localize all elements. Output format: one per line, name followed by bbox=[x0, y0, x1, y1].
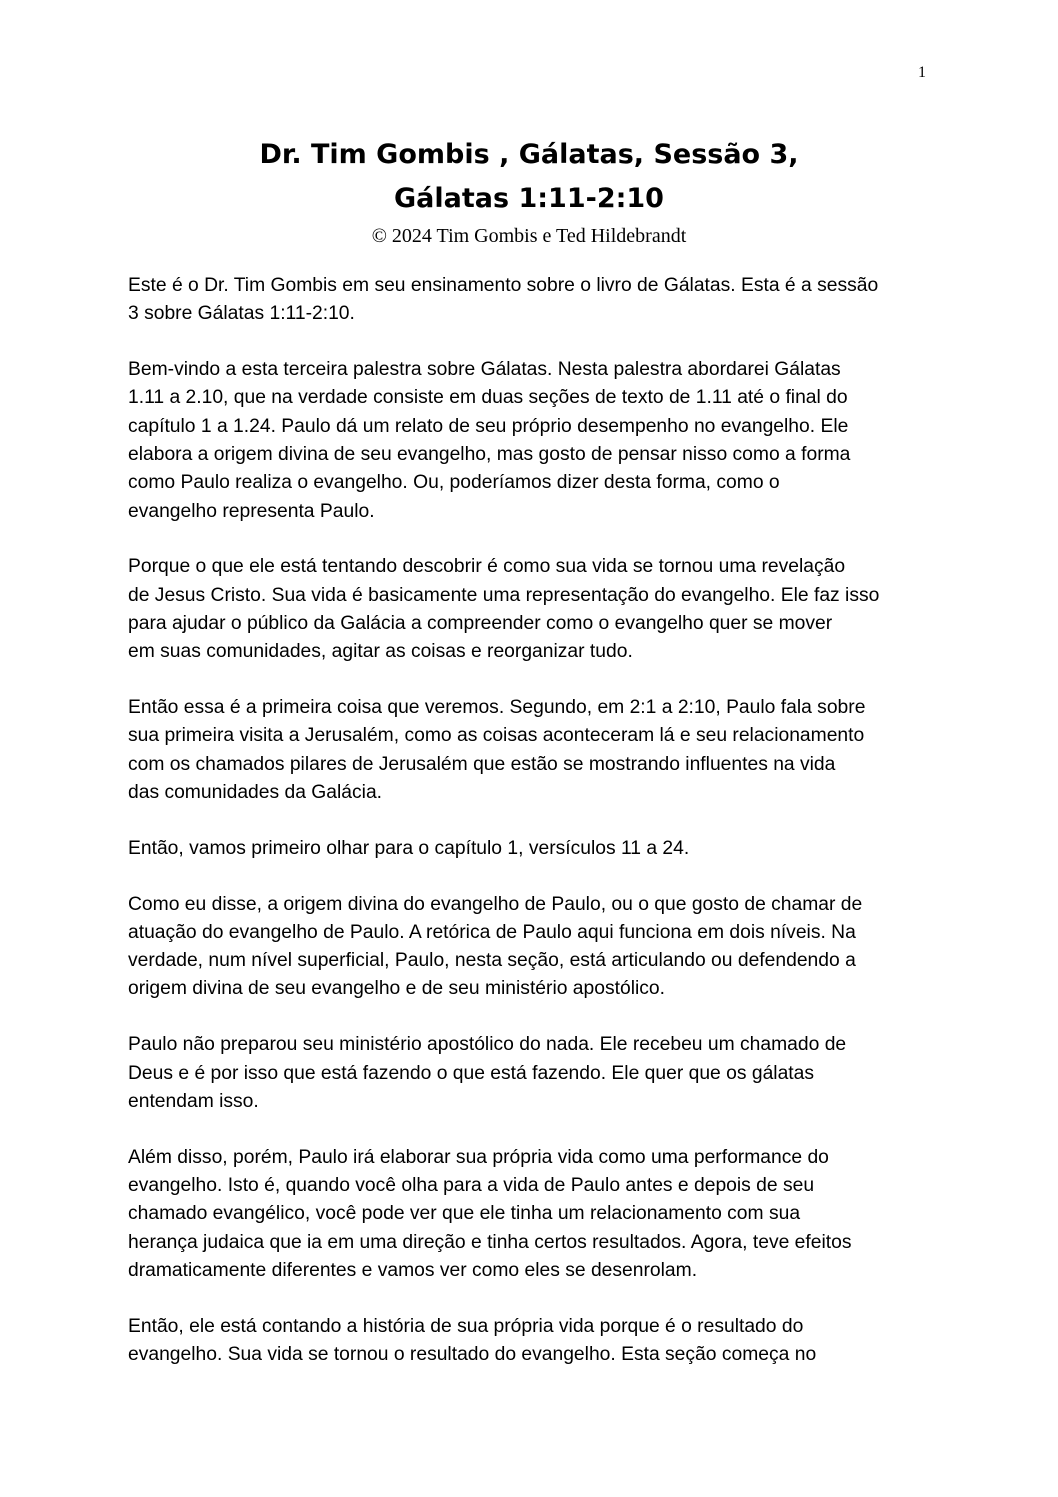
text-line: verdade, num nível superficial, Paulo, nesta seção, está articulando ou defendendo a bbox=[128, 950, 856, 972]
document-subtitle: Gálatas 1:11-2:10 bbox=[394, 183, 664, 214]
page-number: 1 bbox=[918, 64, 926, 81]
paragraph bbox=[128, 1031, 940, 1116]
text-line: evangelho representa Paulo. bbox=[128, 500, 375, 522]
text-line: evangelho. Sua vida se tornou o resultado do evangelho. Esta seção começa no bbox=[128, 1343, 817, 1365]
copyright-notice: © 2024 Tim Gombis e Ted Hildebrandt bbox=[371, 225, 687, 247]
text-line: evangelho. Isto é, quando você olha para a vida de Paulo antes e depois de seu bbox=[128, 1174, 815, 1196]
paragraph bbox=[128, 356, 940, 526]
text-line: Deus e é por isso que está fazendo o que está fazendo. Ele quer que os gálatas bbox=[128, 1062, 815, 1084]
paragraph bbox=[128, 1144, 940, 1285]
text-line: sua primeira visita a Jerusalém, como as coisas aconteceram lá e seu relacionamento bbox=[128, 725, 865, 747]
text-line: como Paulo realiza o evangelho. Ou, poderíamos dizer desta forma, como o bbox=[128, 472, 780, 494]
text-line: chamado evangélico, você pode ver que ele tinha um relacionamento com sua bbox=[128, 1203, 801, 1225]
paragraph bbox=[128, 553, 940, 666]
text-line: Então, ele está contando a história de sua própria vida porque é o resultado do bbox=[128, 1315, 804, 1337]
text-line: de Jesus Cristo. Sua vida é basicamente uma representação do evangelho. Ele faz isso bbox=[128, 584, 880, 606]
text-line: atuação do evangelho de Paulo. A retórica de Paulo aqui funciona em dois níveis. Na bbox=[128, 921, 856, 943]
paragraph bbox=[128, 694, 940, 807]
text-line: Paulo não preparou seu ministério apostólico do nada. Ele recebeu um chamado de bbox=[128, 1034, 847, 1056]
text-line: dramaticamente diferentes e vamos ver como eles se desenrolam. bbox=[128, 1259, 698, 1281]
text-line: para ajudar o público da Galácia a compreender como o evangelho quer se mover bbox=[128, 612, 833, 634]
text-line: Então, vamos primeiro olhar para o capítulo 1, versículos 11 a 24. bbox=[128, 837, 690, 859]
text-line: em suas comunidades, agitar as coisas e reorganizar tudo. bbox=[128, 641, 633, 663]
text-line: capítulo 1 a 1.24. Paulo dá um relato de seu próprio desempenho no evangelho. Ele bbox=[128, 415, 849, 437]
text-line: 1.11 a 2.10, que na verdade consiste em duas seções de texto de 1.11 até o final do bbox=[128, 387, 848, 409]
text-line: origem divina de seu evangelho e de seu ministério apostólico. bbox=[128, 978, 665, 1000]
text-line: com os chamados pilares de Jerusalém que estão se mostrando influentes na vida bbox=[128, 753, 836, 775]
title-block bbox=[0, 133, 1058, 249]
paragraph bbox=[128, 891, 940, 1004]
text-line: 3 sobre Gálatas 1:11-2:10. bbox=[128, 303, 355, 325]
document-title: Dr. Tim Gombis , Gálatas, Sessão 3, bbox=[259, 139, 799, 170]
text-line: herança judaica que ia em uma direção e tinha certos resultados. Agora, teve efeitos bbox=[128, 1231, 852, 1253]
paragraph bbox=[128, 1313, 940, 1370]
text-line: Bem-vindo a esta terceira palestra sobre Gálatas. Nesta palestra abordarei Gálatas bbox=[128, 359, 841, 381]
text-line: Este é o Dr. Tim Gombis em seu ensinamento sobre o livro de Gálatas. Esta é a sessão bbox=[128, 275, 879, 296]
text-line: Como eu disse, a origem divina do evangelho de Paulo, ou o que gosto de chamar de bbox=[128, 893, 863, 915]
text-line: Então essa é a primeira coisa que veremos. Segundo, em 2:1 a 2:10, Paulo fala sobre bbox=[128, 697, 866, 719]
text-line: das comunidades da Galácia. bbox=[128, 781, 383, 803]
text-line: entendam isso. bbox=[128, 1090, 259, 1112]
text-line: Além disso, porém, Paulo irá elaborar sua própria vida como uma performance do bbox=[128, 1146, 829, 1168]
text-line: Porque o que ele está tentando descobrir é como sua vida se tornou uma revelação bbox=[128, 556, 846, 578]
paragraph bbox=[128, 835, 940, 863]
paragraph bbox=[128, 272, 940, 329]
text-line: elabora a origem divina de seu evangelho, mas gosto de pensar nisso como a forma bbox=[128, 443, 851, 465]
body-text bbox=[128, 272, 940, 1397]
